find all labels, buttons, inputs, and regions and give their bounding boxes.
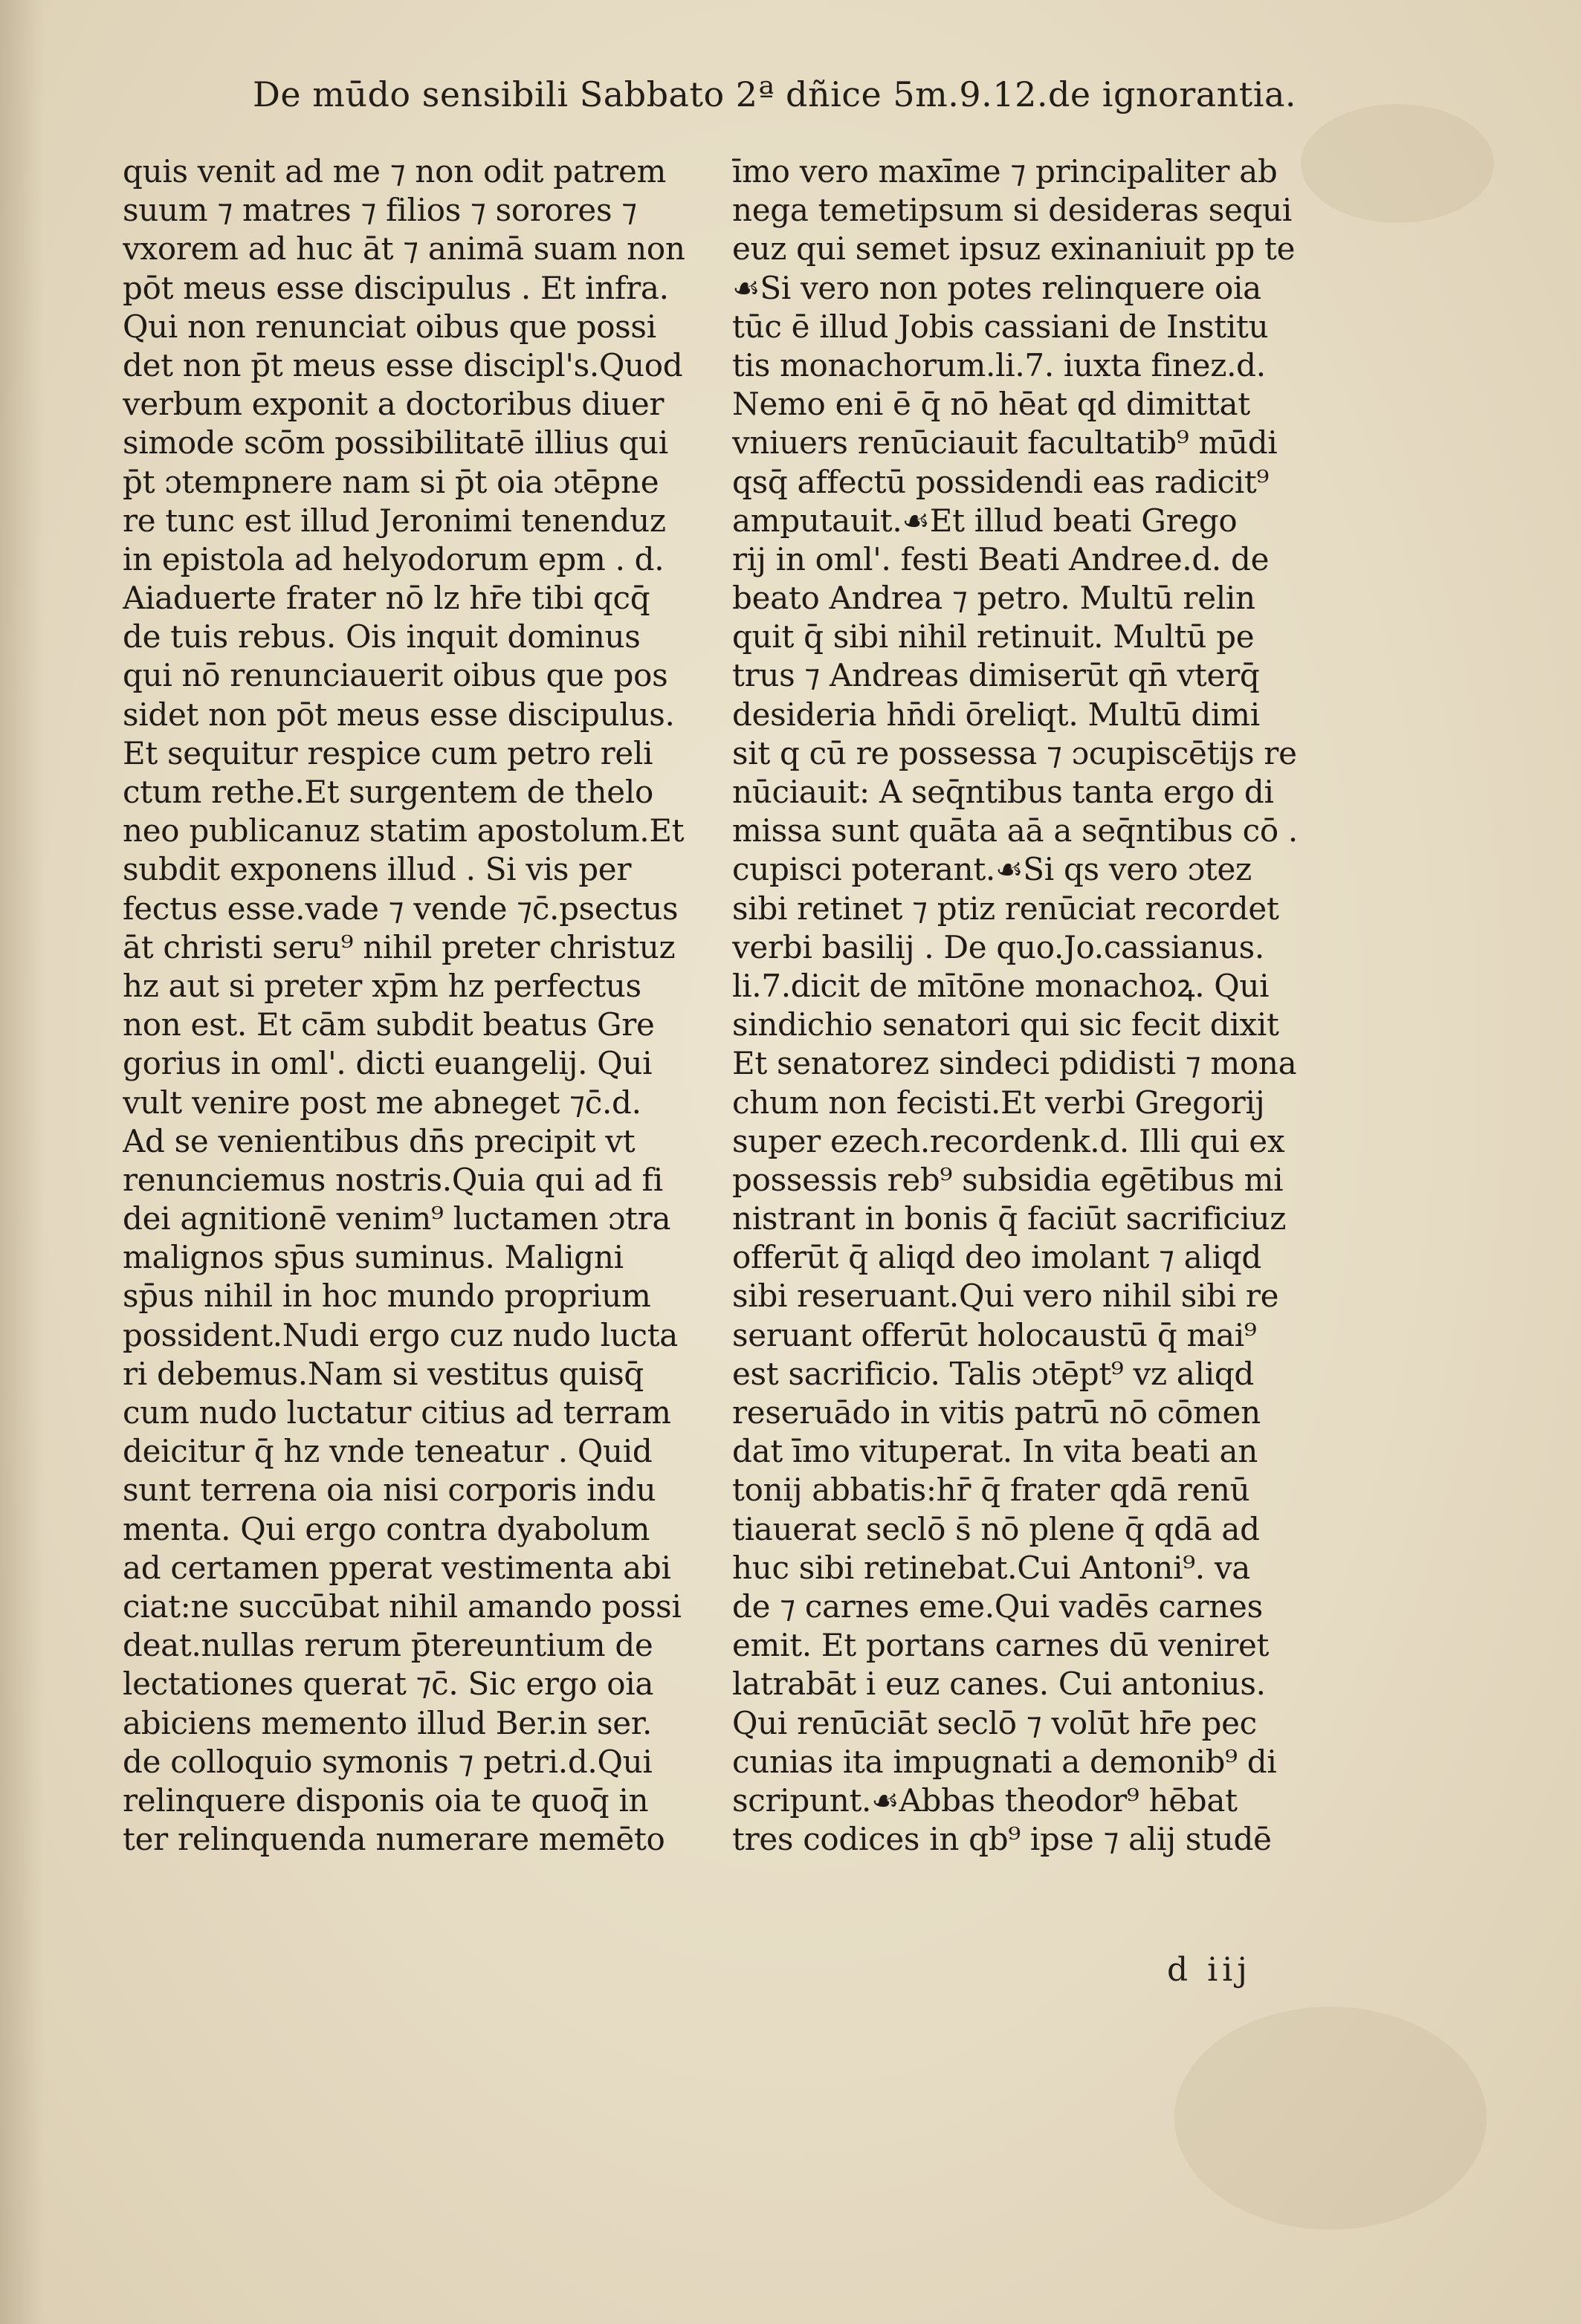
running-head: De mūdo sensibili Sabbato 2ª dñice 5m.9.12.de ignorantia. xyxy=(253,74,1297,114)
text-line: in epistola ad helyodorum epm . d. xyxy=(123,540,665,577)
left-text-column xyxy=(123,152,710,1859)
text-line: tiauerat seclō s̄ nō plene q̄ qdā ad xyxy=(732,1510,1260,1547)
text-line: p̄t ɔtempnere nam si p̄t oia ɔtēpne xyxy=(123,463,659,500)
text-line: pōt meus esse discipulus . Et infra. xyxy=(123,269,669,306)
text-line: nega temetipsum si desideras sequi xyxy=(732,192,1292,229)
text-line: īmo vero maxīme ⁊ principaliter ab xyxy=(732,153,1278,190)
text-line: ctum rethe.Et surgentem de thelo xyxy=(123,774,653,810)
text-line: det non p̄t meus esse discipl's.Quod xyxy=(123,346,683,383)
text-line: Et senatorez sindeci pdidisti ⁊ mona xyxy=(732,1045,1297,1082)
text-line: beato Andrea ⁊ petro. Multū relin xyxy=(732,580,1255,617)
text-line: qui nō renunciauerit oibus que pos xyxy=(123,657,668,694)
text-line: est sacrificio. Talis ɔtēpt⁹ vz aliqd xyxy=(732,1355,1254,1392)
paper-stain xyxy=(1174,2007,1487,2230)
text-line: gorius in oml'. dicti euangelij. Qui xyxy=(123,1045,653,1082)
text-line: emit. Et portans carnes dū veniret xyxy=(732,1627,1270,1664)
text-line: verbum exponit a doctoribus diuer xyxy=(123,386,665,423)
text-line: dei agnitionē venim⁹ luctamen ɔtra xyxy=(123,1200,671,1237)
text-line: hz aut si preter xp̄m hz perfectus xyxy=(123,967,641,1004)
text-line: missa sunt quāta aā a seq̄ntibus cō . xyxy=(732,812,1298,849)
text-line: subdit exponens illud . Si vis per xyxy=(123,851,632,888)
text-line: ad certamen pperat vestimenta abi xyxy=(123,1549,671,1586)
text-line: re tunc est illud Jeronimi tenenduz xyxy=(123,502,666,539)
text-line: Qui non renunciat oibus que possi xyxy=(123,308,656,345)
text-line: simode scōm possibilitatē illius qui xyxy=(123,424,668,462)
text-line: sibi retinet ⁊ ptiz renūciat recordet xyxy=(732,890,1279,927)
text-line: qsq̄ affectū possidendi eas radicit⁹ xyxy=(732,463,1270,500)
text-line: vult venire post me abneget ⁊c̄.d. xyxy=(123,1084,641,1121)
text-line: scripunt.☙Abbas theodor⁹ hēbat xyxy=(732,1781,1238,1819)
signature-mark: d iij xyxy=(1167,1951,1252,1989)
text-line: li.7.dicit de mītōne monachoꝝ. Qui xyxy=(732,967,1270,1004)
text-line: ter relinquenda numerare memēto xyxy=(123,1821,665,1858)
text-line: Ad se venientibus dn̄s precipit vt xyxy=(123,1122,636,1159)
text-line: sibi reseruant.Qui vero nihil sibi re xyxy=(732,1278,1279,1315)
text-line: offerūt q̄ aliqd deo imolant ⁊ aliqd xyxy=(732,1239,1261,1276)
text-line: reseruādo in vitis patrū nō cōmen xyxy=(732,1394,1261,1431)
text-line: sit q cū re possessa ⁊ ɔcupiscētijs re xyxy=(732,734,1297,771)
text-line: latrabāt i euz canes. Cui antonius. xyxy=(732,1666,1266,1703)
text-line: super ezech.recordenk.d. Illi qui ex xyxy=(732,1122,1285,1159)
text-line: quit q̄ sibi nihil retinuit. Multū pe xyxy=(732,618,1255,656)
text-line: de tuis rebus. Ois inquit dominus xyxy=(123,618,641,656)
text-line: vniuers renūciauit facultatib⁹ mūdi xyxy=(732,424,1278,462)
text-line: non est. Et cām subdit beatus Gre xyxy=(123,1006,655,1043)
text-line: trus ⁊ Andreas dimiserūt qn̄ vterq̄ xyxy=(732,657,1260,694)
text-line: tis monachorum.li.7. iuxta finez.d. xyxy=(732,346,1266,383)
text-line: cunias ita impugnati a demonib⁹ di xyxy=(732,1743,1277,1780)
text-line: deat.nullas rerum p̄tereuntium de xyxy=(123,1627,653,1664)
text-line: sp̄us nihil in hoc mundo proprium xyxy=(123,1278,651,1315)
text-line: menta. Qui ergo contra dyabolum xyxy=(123,1510,650,1547)
text-line: chum non fecisti.Et verbi Gregorij xyxy=(732,1084,1265,1121)
text-line: Aiaduerte frater nō lz hr̄e tibi qcq̄ xyxy=(123,580,650,617)
text-line: lectationes querat ⁊c̄. Sic ergo oia xyxy=(123,1666,654,1703)
text-line: de ⁊ carnes eme.Qui vadēs carnes xyxy=(732,1587,1263,1625)
text-line: cupisci poterant.☙Si qs vero ɔtez xyxy=(732,851,1252,888)
text-line: cum nudo luctatur citius ad terram xyxy=(123,1394,671,1431)
paper-stain xyxy=(1301,104,1494,223)
text-line: desideria hn̄di ōreliqt. Multū dimi xyxy=(732,696,1260,733)
text-line: dat īmo vituperat. In vita beati an xyxy=(732,1433,1258,1470)
text-line: nistrant in bonis q̄ faciūt sacrificiuz xyxy=(732,1200,1287,1237)
text-line: tres codices in qb⁹ ipse ⁊ alij studē xyxy=(732,1821,1272,1858)
text-line: seruant offerūt holocaustū q̄ mai⁹ xyxy=(732,1316,1257,1353)
text-line: āt christi seru⁹ nihil preter christuz xyxy=(123,928,676,965)
text-line: deicitur q̄ hz vnde teneatur . Quid xyxy=(123,1433,653,1470)
text-line: ☙Si vero non potes relinquere oia xyxy=(732,269,1261,306)
text-line: abiciens memento illud Ber.in ser. xyxy=(123,1704,653,1741)
text-line: possessis reb⁹ subsidia egētibus mi xyxy=(732,1161,1284,1198)
text-line: relinquere disponis oia te quoq̄ in xyxy=(123,1781,649,1819)
text-line: Nemo eni ē q̄ nō hēat qd dimittat xyxy=(732,386,1250,423)
text-line: vxorem ad huc āt ⁊ animā suam non xyxy=(123,230,685,268)
right-text-column xyxy=(732,152,1319,1859)
text-line: sidet non pōt meus esse discipulus. xyxy=(123,696,675,733)
gutter-shadow xyxy=(0,0,45,2324)
text-line: tonij abbatis:hr̄ q̄ frater qdā renū xyxy=(732,1472,1250,1509)
text-line: quis venit ad me ⁊ non odit patrem xyxy=(123,153,667,190)
text-line: malignos sp̄us suminus. Maligni xyxy=(123,1239,624,1276)
text-line: de colloquio symonis ⁊ petri.d.Qui xyxy=(123,1743,653,1780)
text-line: euz qui semet ipsuz exinaniuit pp te xyxy=(732,230,1296,268)
text-line: nūciauit: A seq̄ntibus tanta ergo di xyxy=(732,774,1274,810)
text-line: ciat:ne succūbat nihil amando possi xyxy=(123,1587,682,1625)
text-line: suum ⁊ matres ⁊ filios ⁊ sorores ⁊ xyxy=(123,192,637,229)
text-line: rij in oml'. festi Beati Andree.d. de xyxy=(732,540,1270,577)
text-line: ri debemus.Nam si vestitus quisq̄ xyxy=(123,1355,644,1392)
text-line: amputauit.☙Et illud beati Grego xyxy=(732,502,1238,539)
text-line: sunt terrena oia nisi corporis indu xyxy=(123,1472,656,1509)
text-line: sindichio senatori qui sic fecit dixit xyxy=(732,1006,1279,1043)
text-line: tūc ē illud Jobis cassiani de Institu xyxy=(732,308,1269,345)
text-line: fectus esse.vade ⁊ vende ⁊c̄.psectus xyxy=(123,890,679,927)
text-line: possident.Nudi ergo cuz nudo lucta xyxy=(123,1316,679,1353)
text-line: verbi basilij . De quo.Jo.cassianus. xyxy=(732,928,1264,965)
text-line: Qui renūciāt seclō ⁊ volūt hr̄e pec xyxy=(732,1704,1257,1741)
text-line: huc sibi retinebat.Cui Antoni⁹. va xyxy=(732,1549,1251,1586)
text-line: neo publicanuz statim apostolum.Et xyxy=(123,812,685,849)
text-line: renunciemus nostris.Quia qui ad fi xyxy=(123,1161,663,1198)
text-line: Et sequitur respice cum petro reli xyxy=(123,734,653,771)
